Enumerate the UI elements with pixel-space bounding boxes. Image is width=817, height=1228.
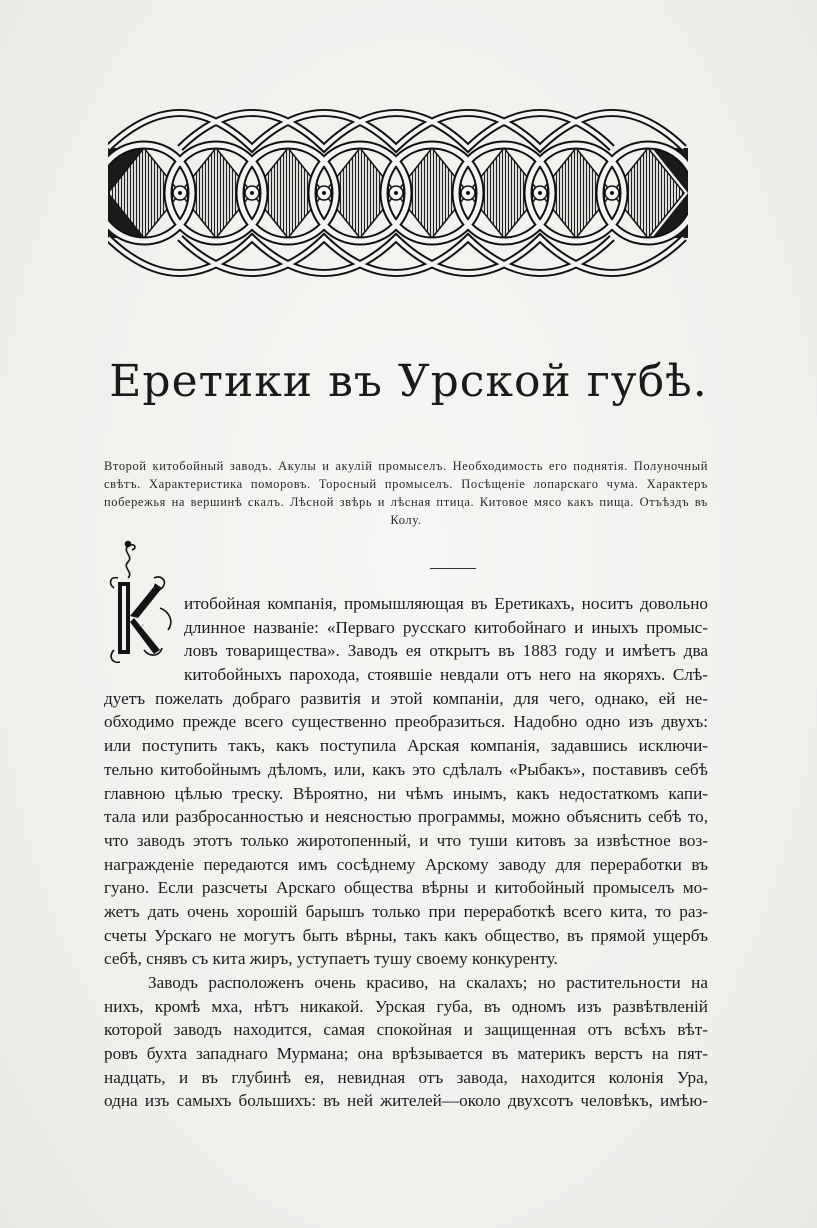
text-line: жетъ дать очень хорошій барышъ только при переработкѣ всего кита, то раз- bbox=[104, 901, 708, 921]
chapter-title: Еретики въ Урской губѣ. bbox=[109, 356, 708, 407]
body-text bbox=[104, 592, 708, 1113]
text-line: что заводъ этотъ только жиротопенный, и что туши китовъ за извѣстное воз- bbox=[104, 830, 708, 850]
text-line: или поступить такъ, какъ поступила Арская компанія, задавшись исключи- bbox=[104, 736, 708, 756]
text-line: дуетъ пожелать добраго развитія и этой компаніи, для чего, однако, ей не- bbox=[104, 688, 708, 708]
ornamental-header-band bbox=[108, 108, 688, 278]
text-line: надцать, и въ глубинѣ ея, невидная отъ завода, находится колонія Ура, bbox=[104, 1067, 708, 1087]
text-line: Заводъ расположенъ очень красиво, на скалахъ; но растительности на bbox=[148, 973, 708, 992]
chapter-summary: Второй китобойный заводъ. Акулы и акулій промыселъ. Необходимость его поднятія. Полуночный свѣтъ. Характеристика поморовъ. Торосный промыселъ. Посѣщеніе лопарскаго чума. Характеръ побережья на вершинѣ скалъ. Лѣсной звѣрь и лѣсная птица. Китовое мясо какъ пища. Отъѣздъ въ Колу. bbox=[104, 459, 708, 527]
text-line: одна изъ самыхъ большихъ: въ ней жителей—около двухсотъ человѣкъ, имѣю- bbox=[104, 1091, 708, 1111]
text-line: тельно китобойнымъ дѣломъ, или, какъ это сдѣлалъ «Рыбакъ», поставивъ себѣ bbox=[104, 759, 708, 779]
text-line: ровъ бухта западнаго Мурмана; она врѣзывается въ материкъ верстъ на пят- bbox=[104, 1044, 708, 1064]
dropcap-letter: К bbox=[142, 625, 144, 627]
text-line: которой заводъ находится, самая спокойная и защищенная отъ всѣхъ вѣт- bbox=[104, 1020, 708, 1040]
text-line: тала или разбросанностью и неясностью программы, можно объяснить себѣ то, bbox=[104, 807, 708, 827]
text-line: обходимо прежде всего существенно преобразиться. Надобно одно изъ двухъ: bbox=[104, 712, 708, 732]
text-line: длинное названіе: «Перваго русскаго китобойнаго и иныхъ промыс- bbox=[184, 617, 708, 637]
text-line: счеты Урскаго не могутъ быть вѣрны, такъ какъ общество, въ прямой ущербъ bbox=[104, 925, 708, 945]
text-line: итобойная компанія, промышляющая въ Еретикахъ, носитъ довольно bbox=[184, 594, 708, 613]
text-line: китобойныхъ парохода, стоявшіе невдали отъ него на якоряхъ. Слѣ- bbox=[184, 665, 708, 685]
text-line: награжденіе передаются имъ сосѣднему Арскому заводу для переработки въ bbox=[104, 854, 708, 874]
text-line: главною цѣлью треску. Вѣроятно, ни чѣмъ инымъ, какъ недостаткомъ капи- bbox=[104, 783, 708, 803]
text-line: ловъ товарищества». Заводъ ея открытъ въ 1883 году и имѣетъ два bbox=[184, 641, 708, 661]
text-line: нихъ, кромѣ мха, нѣтъ никакой. Урская губа, въ одномъ изъ развѣтвленій bbox=[104, 996, 708, 1016]
text-line: себѣ, снявъ съ кита жиръ, уступаетъ тушу своему конкуренту. bbox=[104, 949, 558, 969]
separator-rule bbox=[430, 568, 476, 569]
text-line: гуано. Если разсчеты Арскаго общества вѣрны и китобойный промыселъ мо- bbox=[104, 878, 708, 898]
